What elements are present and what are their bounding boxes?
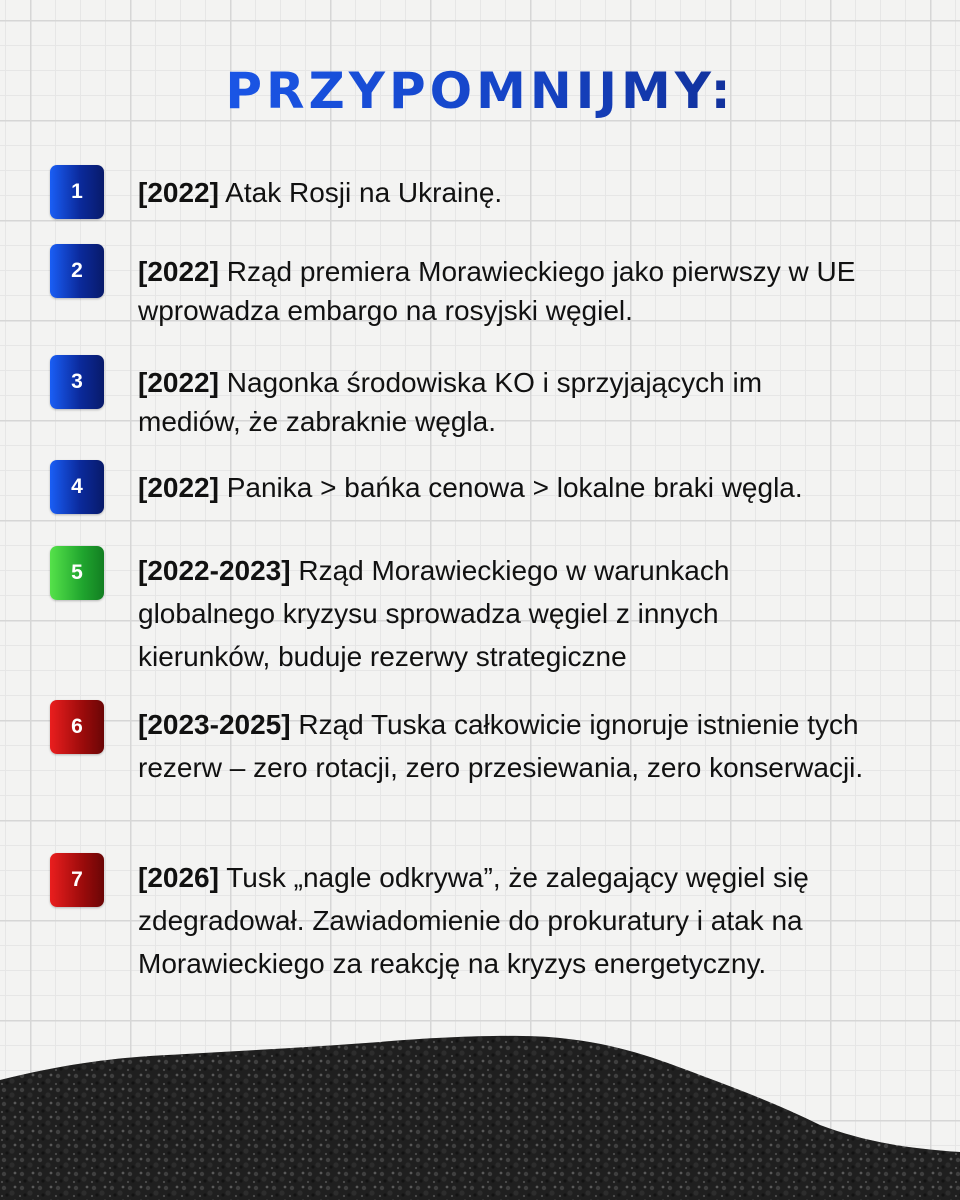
number-badge: 4 bbox=[50, 460, 104, 514]
number-badge: 3 bbox=[50, 355, 104, 409]
item-text bbox=[138, 468, 898, 507]
item-text bbox=[138, 173, 898, 212]
number-badge: 6 bbox=[50, 700, 104, 754]
item-year: [2022] bbox=[138, 472, 219, 503]
page-title: PRZYPOMNIJMY: bbox=[0, 62, 960, 120]
item-text bbox=[138, 703, 878, 789]
item-description: Tusk „nagle odkrywa”, że zalegający węgiel się zdegradował. Zawiadomienie do prokuratury i atak na Morawieckiego za reakcję na kryzys energetyczny. bbox=[138, 862, 809, 979]
item-year: [2022-2023] bbox=[138, 555, 291, 586]
number-badge: 1 bbox=[50, 165, 104, 219]
item-year: [2023-2025] bbox=[138, 709, 291, 740]
coal-pile-image bbox=[0, 1030, 960, 1200]
item-description: Rząd premiera Morawieckiego jako pierwszy w UE wprowadza embargo na rosyjski węgiel. bbox=[138, 256, 856, 326]
item-description: Rząd Morawieckiego w warunkach globalnego kryzysu sprowadza węgiel z innych kierunków, buduje rezerwy strategiczne bbox=[138, 555, 730, 672]
item-year: [2022] bbox=[138, 256, 219, 287]
number-badge: 2 bbox=[50, 244, 104, 298]
item-text bbox=[138, 856, 888, 985]
item-description: Nagonka środowiska KO i sprzyjających im mediów, że zabraknie węgla. bbox=[138, 367, 763, 437]
item-description: Panika > bańka cenowa > lokalne braki węgla. bbox=[218, 472, 803, 503]
item-year: [2022] bbox=[138, 177, 219, 208]
item-description: Atak Rosji na Ukrainę. bbox=[218, 177, 503, 208]
item-year: [2022] bbox=[138, 367, 219, 398]
number-badge: 7 bbox=[50, 853, 104, 907]
item-description: Rząd Tuska całkowicie ignoruje istnienie tych rezerw – zero rotacji, zero przesiewania, zero konserwacji. bbox=[138, 709, 864, 783]
item-text bbox=[138, 549, 818, 678]
item-year: [2026] bbox=[138, 862, 219, 893]
item-text bbox=[138, 252, 858, 330]
item-text bbox=[138, 363, 798, 441]
number-badge: 5 bbox=[50, 546, 104, 600]
